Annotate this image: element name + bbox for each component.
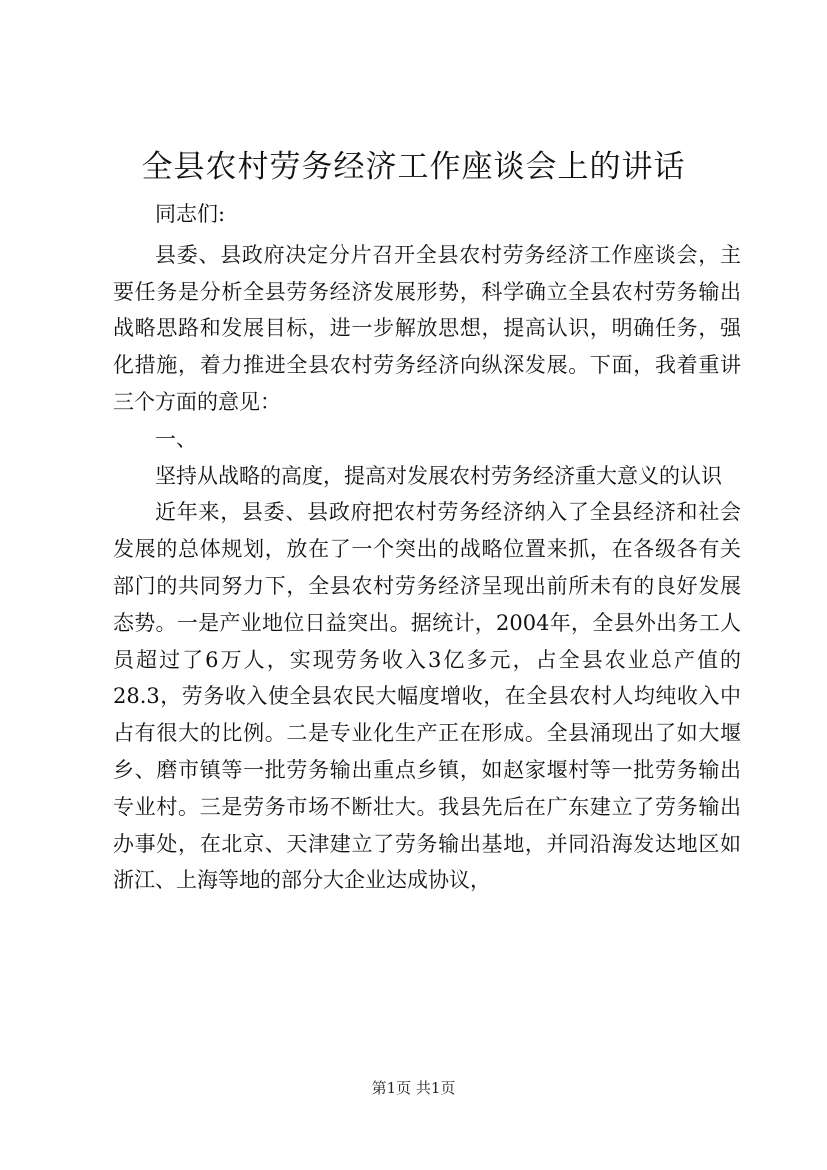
section-heading: 坚持从战略的高度，提高对发展农村劳务经济重大意义的认识 <box>155 463 722 488</box>
greeting: 同志们: <box>155 202 226 226</box>
document-title: 全县农村劳务经济工作座谈会上的讲话 <box>141 149 686 185</box>
document-body <box>113 196 741 899</box>
paragraph-intro: 县委、县政府决定分片召开全县农村劳务经济工作座谈会，主要任务是分析全县劳务经济发展形势，科学确立全县农村劳务输出战略思路和发展目标，进一步解放思想，提高认识，明确任务，强化措施，着力推进全县农村劳务经济向纵深发展。下面，我着重讲三个方面的意见： <box>113 242 741 414</box>
paragraph-body: 近年来，县委、县政府把农村劳务经济纳入了全县经济和社会发展的总体规划，放在了一个突出的战略位置来抓，在各级各有关部门的共同努力下，全县农村劳务经济呈现出前所未有的良好发展态势。一是产业地位日益突出。据统计，2004年，全县外出务工人员超过了6万人，实现劳务收入3亿多元，占全县农业总产值的28.3，劳务收入使全县农民大幅度增收，在全县农村人均纯收入中占有很大的比例。二是专业化生产正在形成。全县涌现出了如大堰乡、磨市镇等一批劳务输出重点乡镇，如赵家堰村等一批劳务输出专业村。三是劳务市场不断壮大。我县先后在广东建立了劳务输出办事处，在北京、天津建立了劳务输出基地，并同沿海发达地区如浙江、上海等地的部分大企业达成协议， <box>113 500 741 893</box>
section-number: 一、 <box>155 426 197 451</box>
page-footer: 第1页 共1页 <box>371 1079 456 1097</box>
